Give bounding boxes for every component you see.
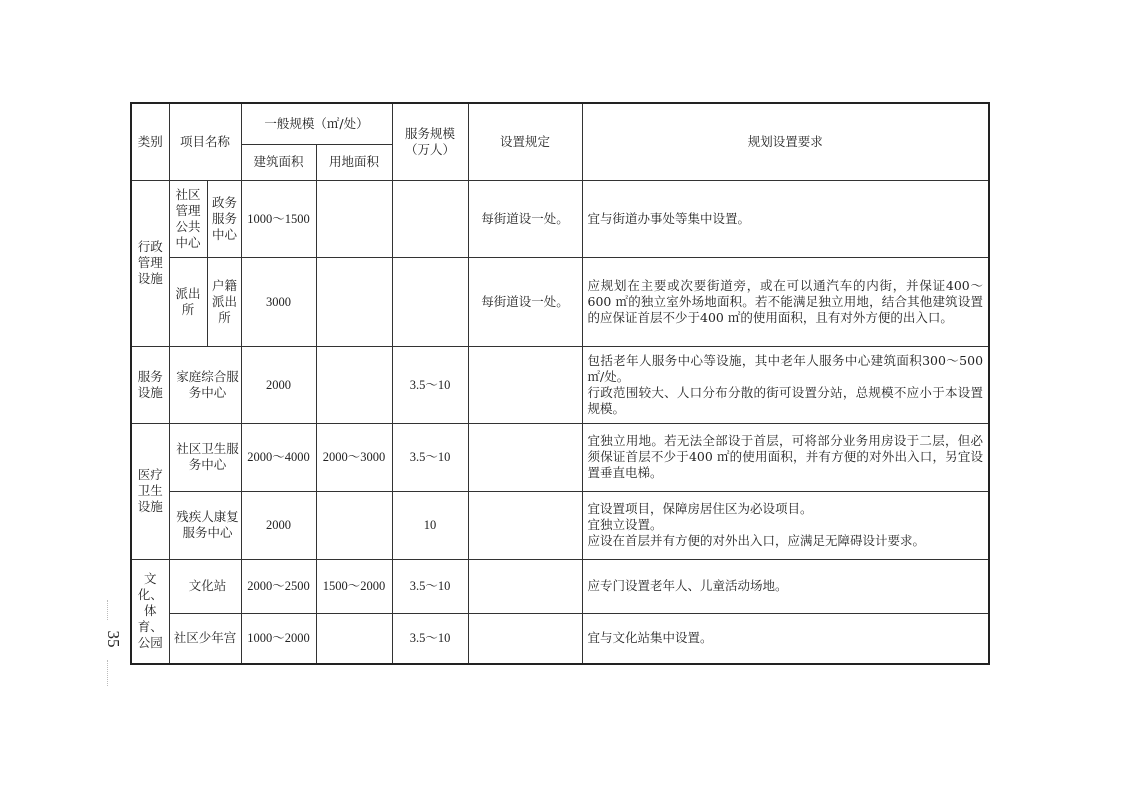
header-land-area: 用地面积 bbox=[316, 144, 392, 180]
requirements-cell bbox=[582, 613, 989, 664]
table-row bbox=[131, 346, 989, 423]
name-cell bbox=[169, 346, 241, 423]
building-area-cell: 2000 bbox=[241, 491, 316, 559]
setting-rule-cell bbox=[468, 613, 582, 664]
name-label: 家庭综合服务中心 bbox=[176, 368, 239, 400]
name-cell bbox=[169, 613, 241, 664]
land-area-cell bbox=[316, 491, 392, 559]
requirement-line: 宜与文化站集中设置。 bbox=[587, 630, 713, 646]
name-cell-part1 bbox=[169, 180, 207, 257]
table-row bbox=[131, 257, 989, 346]
requirement-line: 包括老年人服务中心等设施，其中老年人服务中心建筑面积300～500 ㎡/处。 bbox=[587, 352, 984, 384]
name-cell-part2 bbox=[207, 180, 241, 257]
name-label: 社区少年宫 bbox=[173, 630, 237, 646]
header-item-name: 项目名称 bbox=[169, 103, 241, 180]
building-area-cell: 2000～2500 bbox=[241, 559, 316, 613]
land-area-cell bbox=[316, 613, 392, 664]
building-area-cell: 2000～4000 bbox=[241, 423, 316, 491]
setting-rule-cell bbox=[468, 346, 582, 423]
name-label: 残疾人康复服务中心 bbox=[176, 509, 239, 540]
requirement-line: 宜设置项目，保障房居住区为必设项目。 bbox=[587, 501, 813, 516]
land-area-cell: 2000～3000 bbox=[316, 423, 392, 491]
requirement-line: 宜与街道办事处等集中设置。 bbox=[587, 210, 751, 226]
service-scale-cell: 3.5～10 bbox=[392, 423, 468, 491]
building-area-cell: 3000 bbox=[241, 257, 316, 346]
category-cell bbox=[131, 559, 169, 664]
header-building-area: 建筑面积 bbox=[241, 144, 316, 180]
land-area-cell bbox=[316, 257, 392, 346]
name-label: 文化站 bbox=[188, 578, 227, 593]
requirements-cell bbox=[582, 180, 989, 257]
category-label: 行政管理设施 bbox=[137, 239, 163, 286]
header-planning-requirements: 规划设置要求 bbox=[582, 103, 989, 180]
building-area-cell: 1000～1500 bbox=[241, 180, 316, 257]
requirements-cell bbox=[582, 423, 989, 491]
name-part1-label: 社区管理公共中心 bbox=[175, 186, 201, 250]
service-scale-cell: 3.5～10 bbox=[392, 613, 468, 664]
land-area-cell bbox=[316, 180, 392, 257]
facility-table bbox=[130, 102, 990, 665]
requirements-cell bbox=[582, 559, 989, 613]
margin-divider bbox=[107, 660, 109, 686]
requirement-line: 宜独立设置。 bbox=[587, 517, 663, 532]
name-part2-label: 政务服务中心 bbox=[211, 194, 237, 242]
header-category: 类别 bbox=[131, 103, 169, 180]
table-row bbox=[131, 613, 989, 664]
category-cell bbox=[131, 346, 169, 423]
header-service-scale-line2: （万人） bbox=[405, 141, 456, 157]
service-scale-cell bbox=[392, 180, 468, 257]
service-scale-cell bbox=[392, 257, 468, 346]
name-cell bbox=[169, 491, 241, 559]
setting-rule-cell bbox=[468, 423, 582, 491]
header-service-scale-line1: 服务规模 bbox=[405, 125, 456, 141]
header-service-scale bbox=[392, 103, 468, 180]
land-area-cell bbox=[316, 346, 392, 423]
name-cell bbox=[169, 559, 241, 613]
setting-rule-cell bbox=[468, 491, 582, 559]
requirement-line: 行政范围较大、人口分布分散的街可设置分站，总规模不应小于本设置规模。 bbox=[587, 384, 984, 416]
category-cell bbox=[131, 423, 169, 559]
land-area-cell: 1500～2000 bbox=[316, 559, 392, 613]
requirements-cell bbox=[582, 346, 989, 423]
category-cell bbox=[131, 180, 169, 346]
category-label: 服务设施 bbox=[137, 368, 163, 400]
name-part2-label: 户籍派出所 bbox=[211, 277, 237, 325]
name-cell-part2 bbox=[207, 257, 241, 346]
requirement-line: 宜独立用地。若无法全部设于首层，可将部分业务用房设于二层，但必须保证首层不少于400 ㎡的使用面积，并有方便的对外出入口，另宜设置垂直电梯。 bbox=[587, 433, 984, 480]
header-general-scale: 一般规模（㎡/处） bbox=[241, 103, 392, 144]
requirements-cell bbox=[582, 491, 989, 559]
service-scale-cell: 3.5～10 bbox=[392, 346, 468, 423]
name-cell bbox=[169, 423, 241, 491]
setting-rule-cell: 每街道设一处。 bbox=[468, 257, 582, 346]
setting-rule-cell: 每街道设一处。 bbox=[468, 180, 582, 257]
table-row bbox=[131, 180, 989, 257]
page-number: 35 bbox=[104, 630, 123, 648]
name-label: 社区卫生服务中心 bbox=[176, 441, 239, 472]
margin-divider bbox=[107, 600, 109, 620]
building-area-cell: 1000～2000 bbox=[241, 613, 316, 664]
service-scale-cell: 10 bbox=[392, 491, 468, 559]
requirement-line: 应设在首层并有方便的对外出入口，应满足无障碍设计要求。 bbox=[587, 533, 926, 548]
name-part1-label: 派出所 bbox=[175, 285, 201, 317]
name-cell-part1 bbox=[169, 257, 207, 346]
category-label: 医疗卫生设施 bbox=[137, 467, 163, 514]
building-area-cell: 2000 bbox=[241, 346, 316, 423]
table-row bbox=[131, 559, 989, 613]
setting-rule-cell bbox=[468, 559, 582, 613]
requirement-line: 应专门设置老年人、儿童活动场地。 bbox=[587, 578, 788, 593]
requirements-cell bbox=[582, 257, 989, 346]
category-label: 文化、体育、公园 bbox=[137, 571, 163, 651]
requirement-line: 应规划在主要或次要街道旁，或在可以通汽车的内街，并保证400～600 ㎡的独立室外场地面积。若不能满足独立用地，结合其他建筑设置的应保证首层不少于400 ㎡的使用面积，且有对外方便的出入口。 bbox=[587, 277, 984, 325]
header-setting-rule: 设置规定 bbox=[468, 103, 582, 180]
service-scale-cell: 3.5～10 bbox=[392, 559, 468, 613]
table-row bbox=[131, 423, 989, 491]
table-row bbox=[131, 491, 989, 559]
